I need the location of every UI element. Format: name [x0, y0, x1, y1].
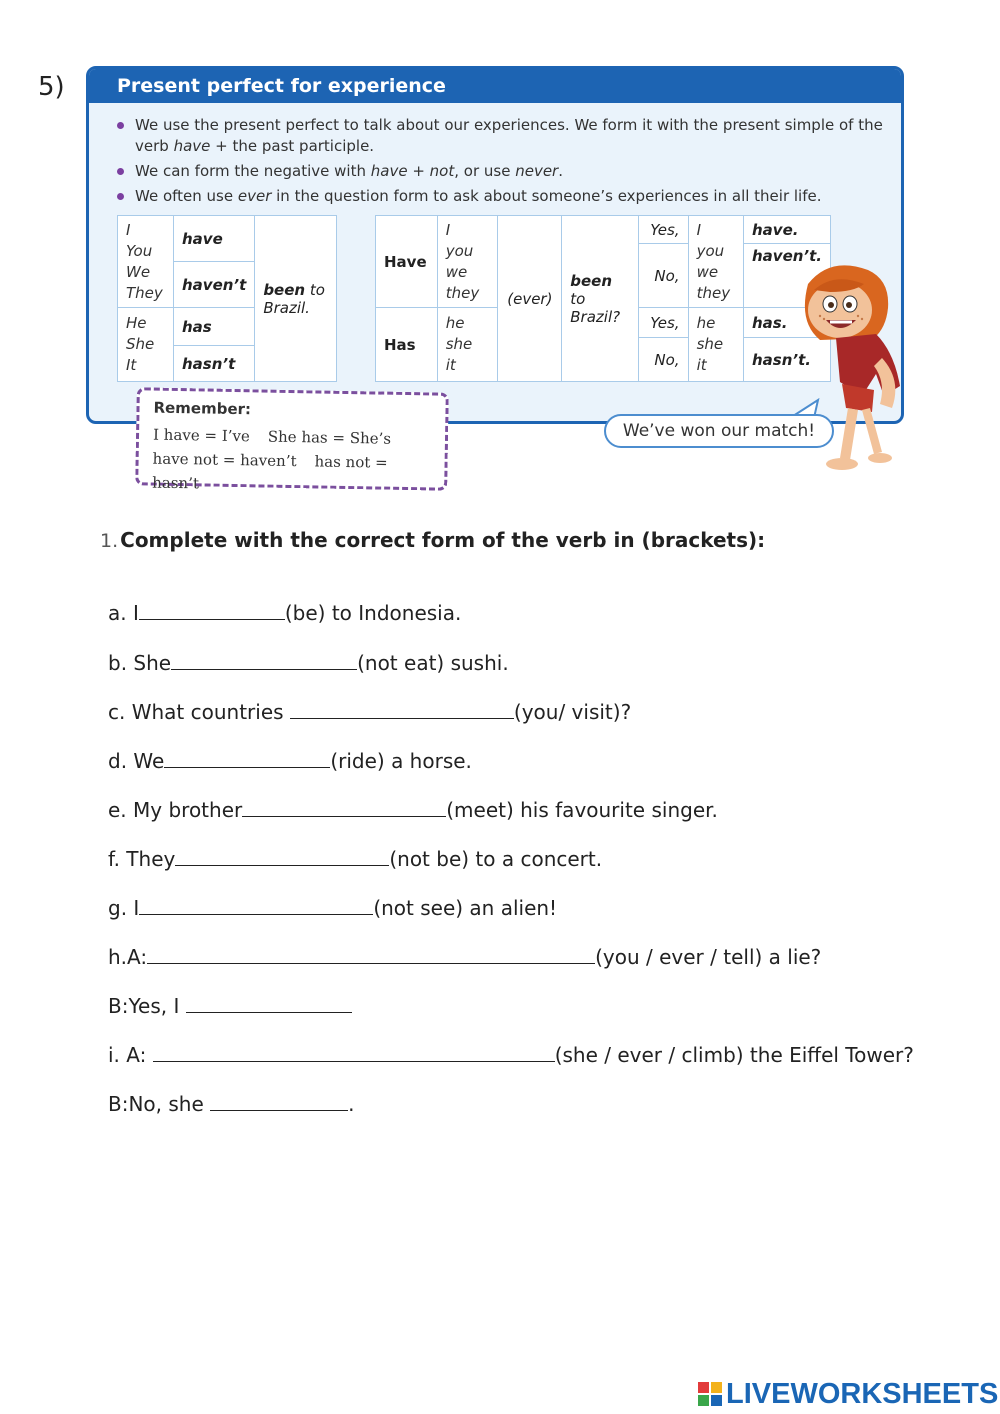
section-number: 5) [38, 72, 65, 102]
question-hint: (meet) his favourite singer. [446, 798, 718, 822]
havent-cell: haven’t [174, 262, 255, 308]
question-prompt: B:No, she [108, 1092, 211, 1116]
question-hint: (you/ visit)? [513, 700, 632, 724]
bullet-icon [117, 168, 124, 175]
short-has-cell: has. [744, 308, 831, 338]
ever-cell: (ever) [498, 216, 562, 382]
rule-2: We can form the negative with have + not, or use never. [113, 161, 883, 182]
grammar-rules [113, 115, 883, 211]
question-hint: (ride) a horse. [330, 749, 472, 773]
question-pronouns-singular: he she it [437, 308, 498, 382]
yes-cell: Yes, [639, 216, 689, 244]
question-prompt: a. I [108, 601, 139, 625]
question-prompt: h.A: [108, 945, 148, 969]
question-hint: (not eat) sushi. [357, 651, 509, 675]
liveworksheets-logo [698, 1378, 998, 1411]
answer-blank[interactable] [139, 895, 373, 915]
grammar-title: Present perfect for experience [89, 69, 901, 103]
short-hasnt-cell: hasn’t. [744, 338, 831, 382]
have-question-cell: Have [376, 216, 438, 308]
rule-3: We often use ever in the question form to ask about someone’s experiences in all their life. [113, 186, 883, 207]
question-prompt: c. What countries [108, 700, 290, 724]
cartoon-girl-illustration [790, 262, 910, 478]
exercise-heading [100, 528, 765, 552]
pronouns-plural: I You We They [118, 216, 174, 308]
question-hint: (not be) to a concert. [389, 847, 603, 871]
remember-row-2: have not = haven’t has not = hasn’t [152, 449, 388, 493]
hasnt-cell: hasn’t [174, 346, 255, 382]
rule-1: We use the present perfect to talk about our experiences. We form it with the present simple of the verb have + the past participle. [113, 115, 883, 157]
question-hint: (be) to Indonesia. [284, 601, 462, 625]
statement-table [117, 215, 337, 382]
answer-blank[interactable] [242, 797, 446, 817]
grammar-box [86, 66, 904, 424]
logo-text: LIVEWORKSHEETS [726, 1378, 999, 1410]
answer-blank[interactable] [175, 846, 389, 866]
question-hint: . [348, 1092, 355, 1116]
question-prompt: e. My brother [108, 798, 243, 822]
answer-blank[interactable] [186, 993, 352, 1013]
answer-blank[interactable] [153, 1042, 555, 1062]
yes-cell: Yes, [639, 308, 689, 338]
question-item [108, 600, 461, 625]
answer-blank[interactable] [139, 600, 285, 620]
answer-pronouns-singular: he she it [688, 308, 743, 382]
no-cell: No, [639, 244, 689, 308]
speech-bubble: We’ve won our match! [604, 414, 834, 448]
have-cell: have [174, 216, 255, 262]
question-prompt: f. They [108, 847, 176, 871]
has-question-cell: Has [376, 308, 438, 382]
short-havent-cell: haven’t. [744, 244, 831, 308]
short-have-cell: have. [744, 216, 831, 244]
question-item [108, 993, 352, 1018]
question-item [108, 797, 718, 822]
question-pronouns-plural: I you we they [437, 216, 498, 308]
question-item [108, 699, 631, 724]
remember-box [135, 387, 449, 493]
question-item [108, 1091, 355, 1116]
answer-blank[interactable] [210, 1091, 348, 1111]
been-to-brazil-question-cell: been to Brazil? [562, 216, 639, 382]
question-hint: (you / ever / tell) a lie? [595, 945, 822, 969]
answer-blank[interactable] [171, 650, 357, 670]
question-prompt: g. I [108, 896, 140, 920]
question-item [108, 895, 557, 920]
question-prompt: i. A: [108, 1043, 153, 1067]
remember-row-1: I have = I’ve She has = She’s [152, 425, 392, 448]
answer-blank[interactable] [290, 699, 514, 719]
question-item [108, 944, 821, 969]
answer-pronouns-plural: I you we they [688, 216, 743, 308]
exercise-number: 1. [100, 530, 119, 552]
question-item [108, 650, 509, 675]
answer-blank[interactable] [164, 748, 330, 768]
exercise-instruction: Complete with the correct form of the verb in (brackets): [120, 528, 766, 552]
question-item [108, 1042, 914, 1067]
bullet-icon [117, 193, 124, 200]
answer-blank[interactable] [147, 944, 595, 964]
question-item [108, 748, 472, 773]
question-table [375, 215, 831, 382]
question-prompt: B:Yes, I [108, 994, 186, 1018]
has-cell: has [174, 308, 255, 346]
been-to-brazil-cell: been to Brazil. [255, 216, 337, 382]
remember-title: Remember: [153, 398, 252, 419]
question-hint: (not see) an alien! [373, 896, 558, 920]
bullet-icon [117, 122, 124, 129]
question-item [108, 846, 602, 871]
pronouns-singular: He She It [118, 308, 174, 382]
question-prompt: d. We [108, 749, 165, 773]
question-hint: (she / ever / climb) the Eiffel Tower? [554, 1043, 914, 1067]
logo-mark-icon [698, 1382, 724, 1408]
no-cell: No, [639, 338, 689, 382]
question-prompt: b. She [108, 651, 172, 675]
